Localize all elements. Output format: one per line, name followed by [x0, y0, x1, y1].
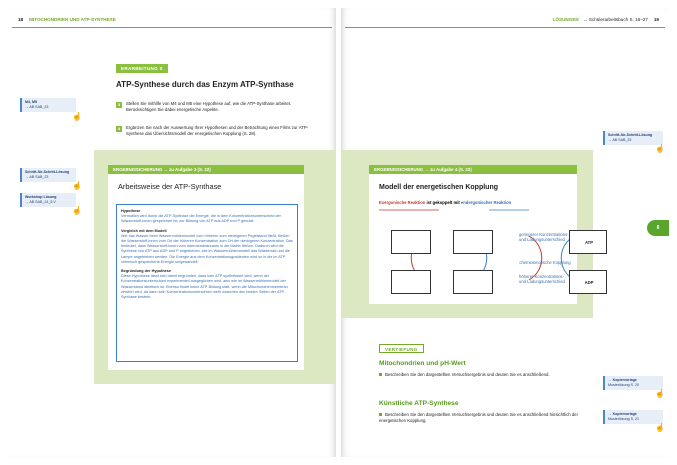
label-higher-gradient: höherer Konzentrations- und Ladungsunterschied	[519, 274, 565, 284]
answer-head: Begründung der Hypothese	[121, 269, 171, 274]
margin-link[interactable]	[20, 168, 76, 182]
left-header-rule	[12, 27, 332, 28]
book-spread	[8, 8, 669, 457]
answer-block	[121, 209, 293, 225]
pointer-hand-icon: ☝	[72, 206, 82, 215]
right-page-number: 19	[653, 17, 659, 22]
left-header	[12, 17, 116, 27]
adp-box	[569, 270, 607, 294]
diagram-box	[391, 230, 431, 254]
vertiefung-task-text: Beschreiben Sie den dargestellten Versuchsergebnis und deuten Sie es anschließend.	[385, 372, 550, 377]
margin-link[interactable]	[603, 131, 663, 145]
adp-label: ADP	[584, 280, 594, 285]
bullet-icon	[379, 373, 382, 376]
margin-link-title: M4, M5	[25, 100, 37, 104]
right-header-rule	[345, 27, 665, 28]
margin-link-ref: Musterlösung S. 21	[608, 417, 639, 421]
diagram-box	[453, 230, 493, 254]
task-text: Ergänzen Sie nach der Auswertung Ihrer Hypothesen und der Betrachtung eines Films zur ATP-Synthese das Übersichtsmodell der energetischen Kopplung (S. 28).	[126, 125, 309, 136]
answer-text: Wie das Wasser beim Wassermühlenmodell vom höheren zum niedrigeren Pegelstand fließt, fließen die Wasserstoff-Ionen vom Ort der höheren Konzentration zum Ort der niedrigeren Konzentration. Das bedeutet, dass Wasserstoff-Ionen vom Intermembranraum in die Matrix fließen. Dadurch wird die Synthese von ATP aus ADP und P angetrieben, wie im Wassermühlenmodell das Wasserrad und die Lampe angetrieben werden. Die Energie aus dem Konzentrationsgradienten wird so in die im ATP chemisch gespeicherte Energie umgewandelt.	[121, 233, 293, 264]
answer-block	[121, 269, 293, 300]
margin-link-title: Schritt-für-Schritt-Lösung	[25, 170, 70, 174]
margin-link[interactable]	[20, 193, 76, 207]
vertiefung-tag: VERTIEFUNG	[379, 344, 424, 353]
margin-link[interactable]	[20, 98, 76, 112]
left-header-title: MITOCHONDRIEN UND ATP-SYNTHESE	[29, 17, 116, 22]
right-header-ref: → Schülerarbeitsbuch S. 16–27	[583, 17, 648, 22]
pointer-hand-icon: ☝	[655, 389, 665, 398]
margin-link-title: Schritt-für-Schritt-Lösung	[608, 133, 653, 137]
pointer-hand-icon: ☝	[655, 144, 665, 153]
bullet-icon	[379, 413, 382, 416]
answer-box	[116, 204, 298, 362]
sicherung-title-right: Modell der energetischen Kopplung	[379, 184, 499, 191]
label-chemiosmotic: chemiosmotische Kopplung	[519, 260, 571, 265]
sicherung-band-left: ERGEBNISSICHERUNG → zu Aufgabe 3 (S. 22)	[108, 165, 304, 174]
legend-exergonic: Exergonische Reaktion	[379, 200, 426, 205]
margin-link-ref: → AB SAB_23	[25, 105, 49, 109]
vertiefung-task	[379, 372, 579, 378]
diagram-box	[391, 270, 431, 294]
right-header	[553, 17, 665, 27]
left-page	[8, 8, 336, 457]
right-page	[341, 8, 669, 457]
vertiefung-heading: Mitochondrien und pH-Wert	[379, 360, 466, 367]
atp-box	[569, 230, 607, 254]
sicherung-band-right: ERGEBNISSICHERUNG → zu Aufgabe 4 (S. 22)	[369, 165, 577, 174]
vertiefung-task-text: Beschreiben Sie den dargestellten Versuchsergebnis und deuten Sie es anschließend hinsichtlich der energetischen Kopplung.	[379, 412, 579, 423]
atp-label: ATP	[584, 240, 594, 245]
chapter-tab[interactable]: II	[647, 220, 669, 236]
answer-text: Diese Hypothese lässt sich damit begründen, dass kein ATP synthetisiert wird, wenn der Konzentrationsunterschied experimentell ausgeglichen wird, also wie im Wassermühlenmodell der Wasserstand identisch ist. Ebenso findet keine ATP-Bildung statt, wenn die Mitochondrienmembran zerstört wird, da dann kein Konzentrationsunterschied mehr zwischen den beiden Seiten der ATP-Synthase besteht.	[121, 274, 288, 300]
margin-link-ref: → AB SAB_24_5.V	[25, 200, 56, 204]
margin-link-ref: → AB SAB_25	[608, 138, 632, 142]
diagram-box	[453, 270, 493, 294]
answer-head: Vergleich mit dem Modell	[121, 228, 167, 233]
vertiefung-task	[379, 412, 579, 424]
erarbeitung-title: ATP-Synthese durch das Enzym ATP-Synthase	[116, 80, 294, 89]
label-lower-gradient: geringerer Konzentrations- und Ladungsunterschied	[519, 232, 569, 242]
right-header-label: LÖSUNGEN	[552, 17, 579, 22]
margin-link[interactable]	[603, 410, 663, 424]
sicherung-title-left: Arbeitsweise der ATP-Synthase	[118, 182, 222, 191]
pointer-hand-icon: ☝	[72, 112, 82, 121]
margin-link-ref: Musterlösung S. 20	[608, 383, 639, 387]
erarbeitung-tag: ERARBEITUNG II	[116, 64, 168, 73]
pointer-hand-icon: ☝	[72, 181, 82, 190]
margin-link-title: → Kopiervorlage	[608, 378, 637, 382]
answer-block	[121, 229, 293, 265]
answer-text: Vermutlich wird durch die ATP-Synthase die Energie, die in dem Konzentrationsunterschied der Wasserstoff-Ionen gespeichert ist, zur Bildung von ATP aus ADP und P genutzt.	[121, 214, 281, 224]
margin-link-title: Workshop Lösung	[25, 195, 57, 199]
task-text: Stellen Sie mithilfe von M4 und M5 eine Hypothese auf, wie die ATP-Synthase arbeitet. Berücksichtigen Sie dabei energetische Aspekte.	[126, 101, 292, 112]
answer-head: Hypothese	[121, 209, 141, 213]
margin-link-title: → Kopiervorlage	[608, 412, 637, 416]
left-page-number: 18	[18, 17, 24, 22]
task-number: 3	[117, 102, 121, 107]
margin-link[interactable]	[603, 376, 663, 390]
vertiefung-heading: Künstliche ATP-Synthese	[379, 400, 459, 407]
diagram-legend	[379, 200, 511, 205]
margin-link-ref: → AB SAB_23	[25, 175, 49, 179]
legend-endergonic: endergonischer Reaktion	[460, 200, 512, 205]
task-number: 4	[117, 126, 121, 131]
legend-coupling: ist gekoppelt mit	[425, 200, 461, 205]
pointer-hand-icon: ☝	[655, 423, 665, 432]
